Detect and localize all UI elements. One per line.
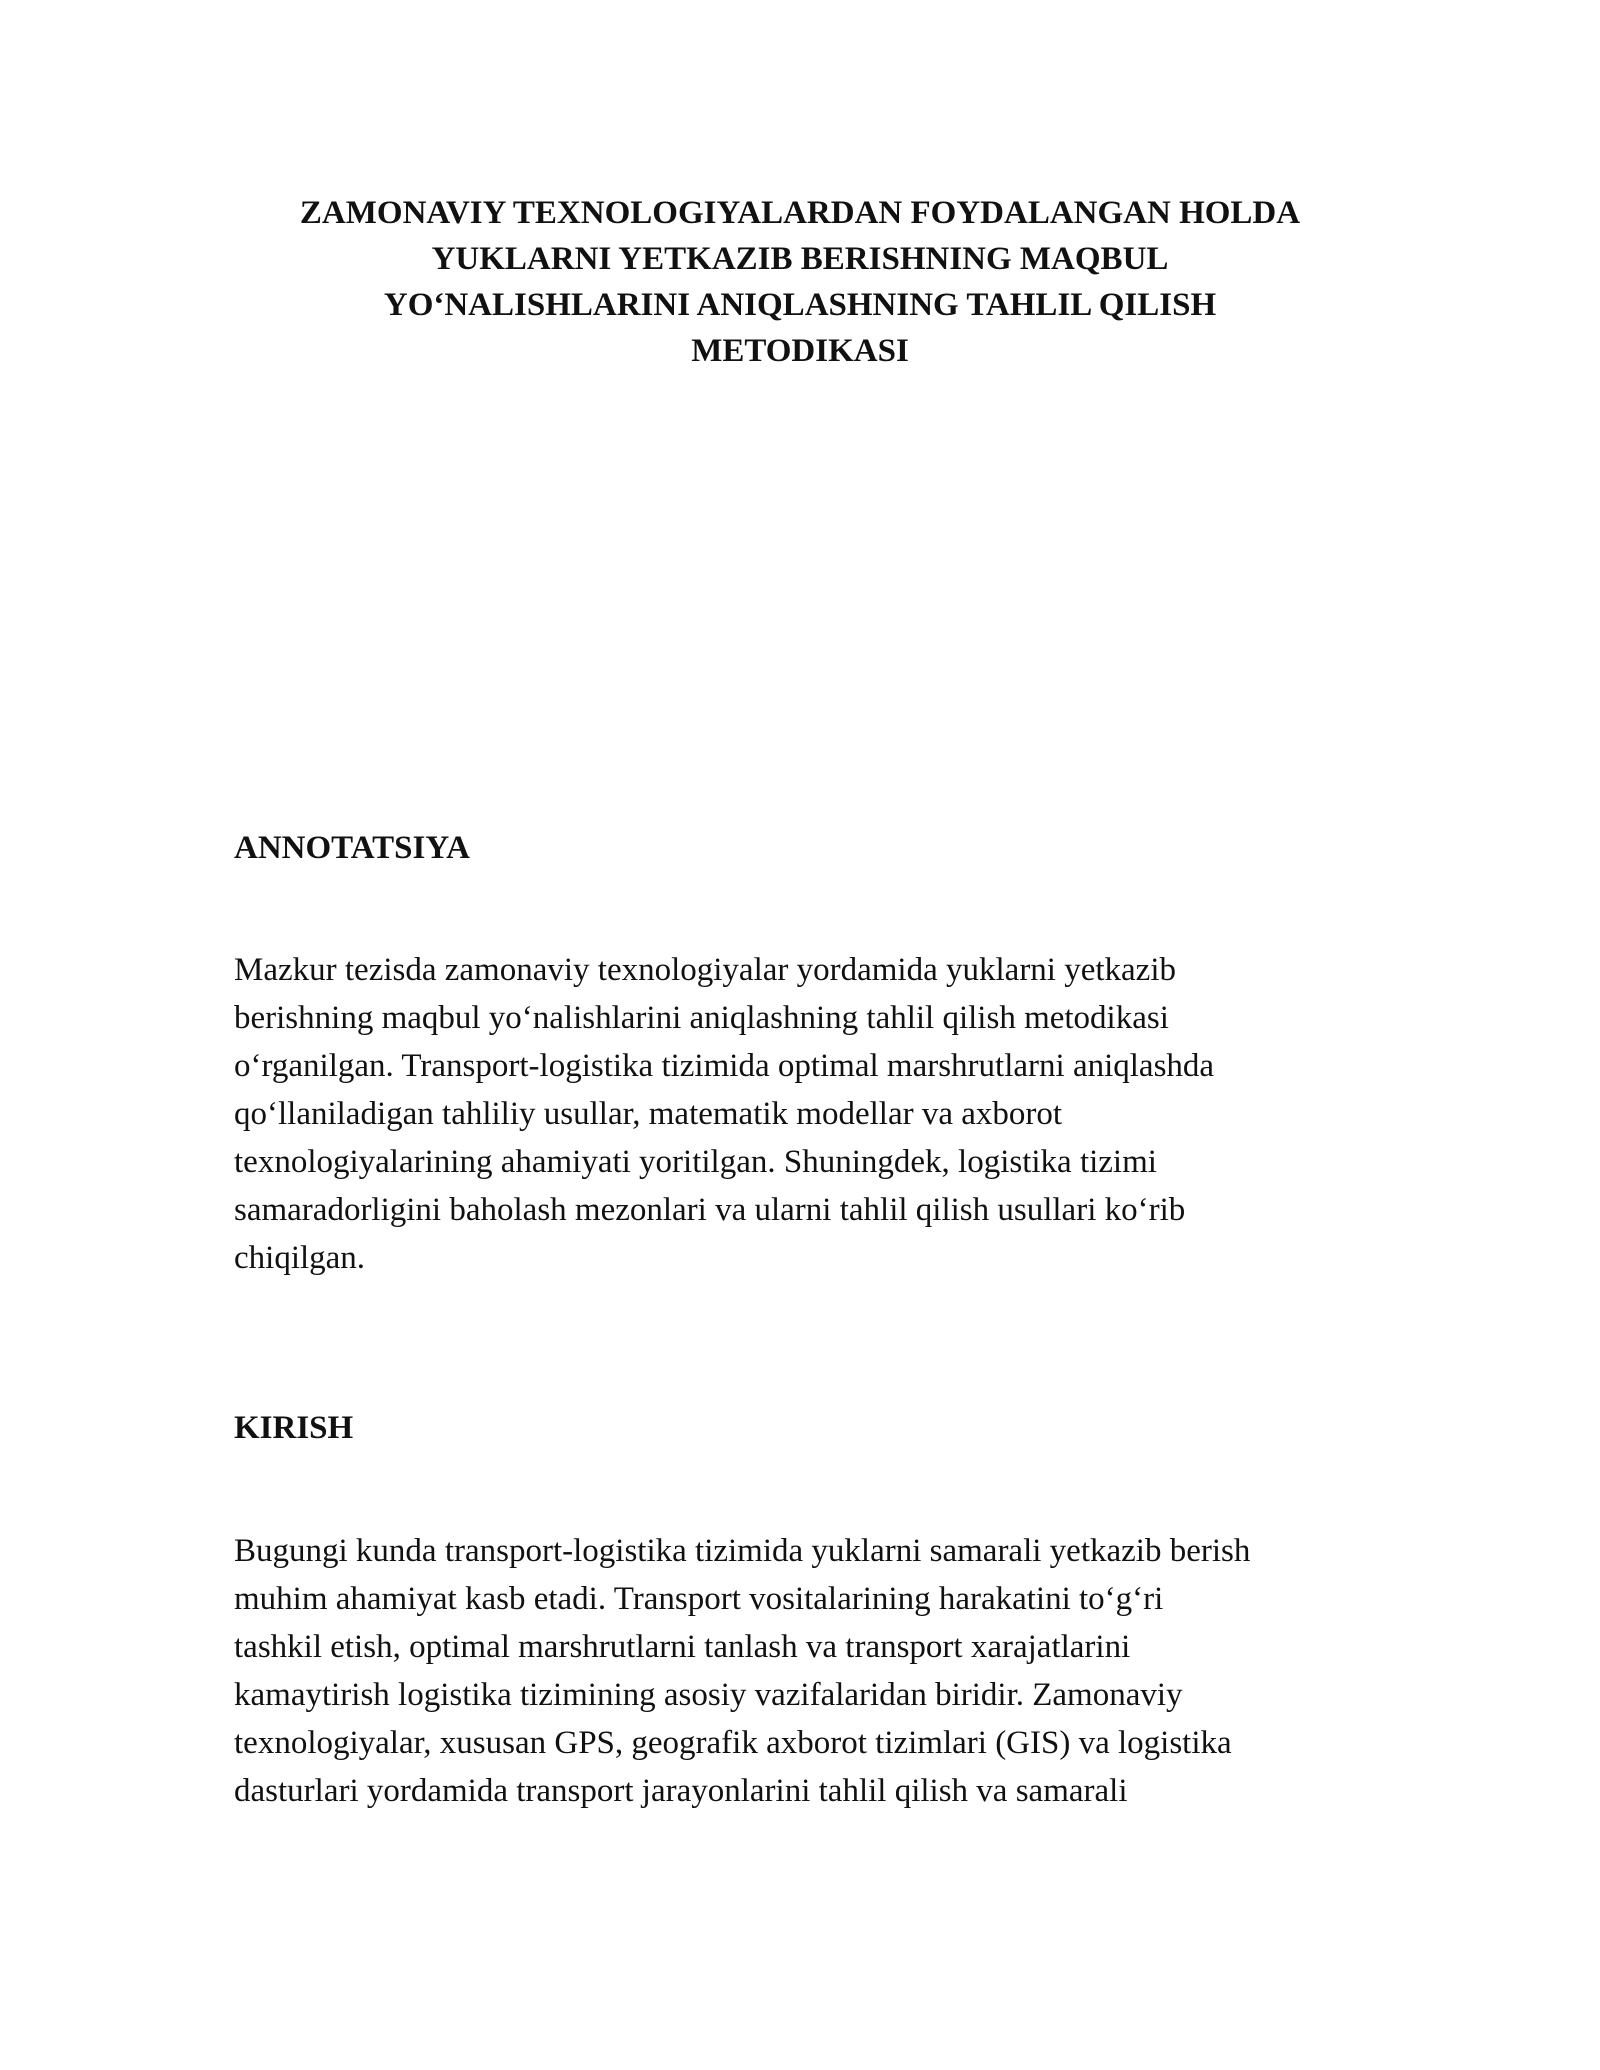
text-line: qo‘llaniladigan tahliliy usullar, matematik modellar va axborot — [234, 1096, 1063, 1132]
introduction-paragraph — [234, 1527, 1374, 1815]
text-line: berishning maqbul yo‘nalishlarini aniqlashning tahlil qilish metodikasi — [234, 1000, 1169, 1036]
text-line: kamaytirish logistika tizimining asosiy vazifalaridan biridir. Zamonaviy — [234, 1677, 1183, 1713]
annotation-paragraph — [234, 946, 1374, 1282]
text-line: muhim ahamiyat kasb etadi. Transport vositalarining harakatini to‘g‘ri — [234, 1581, 1164, 1617]
text-line: chiqilgan. — [234, 1240, 366, 1276]
text-line: dasturlari yordamida transport jarayonlarini tahlil qilish va samarali — [234, 1773, 1128, 1809]
introduction-heading: KIRISH — [234, 1410, 354, 1446]
text-line: Mazkur tezisda zamonaviy texnologiyalar yordamida yuklarni yetkazib — [234, 952, 1176, 988]
title-line: YUKLARNI YETKAZIB BERISHNING MAQBUL — [431, 241, 1169, 277]
text-line: texnologiyalar, xususan GPS, geografik axborot tizimlari (GIS) va logistika — [234, 1725, 1232, 1761]
title-line: ZAMONAVIY TEXNOLOGIYALARDAN FOYDALANGAN HOLDA — [299, 195, 1301, 231]
title-line: YO‘NALISHLARINI ANIQLASHNING TAHLIL QILISH — [383, 287, 1217, 323]
document-title — [200, 190, 1400, 374]
text-line: o‘rganilgan. Transport-logistika tizimida optimal marshrutlarni aniqlashda — [234, 1048, 1215, 1084]
text-line: tashkil etish, optimal marshrutlarni tanlash va transport xarajatlarini — [234, 1629, 1131, 1665]
text-line: samaradorligini baholash mezonlari va ularni tahlil qilish usullari ko‘rib — [234, 1192, 1186, 1228]
title-line: METODIKASI — [691, 333, 909, 369]
annotation-heading: ANNOTATSIYA — [234, 830, 470, 866]
text-line: texnologiyalarining ahamiyati yoritilgan. Shuningdek, logistika tizimi — [234, 1144, 1157, 1180]
text-line: Bugungi kunda transport-logistika tizimida yuklarni samarali yetkazib berish — [234, 1533, 1251, 1569]
